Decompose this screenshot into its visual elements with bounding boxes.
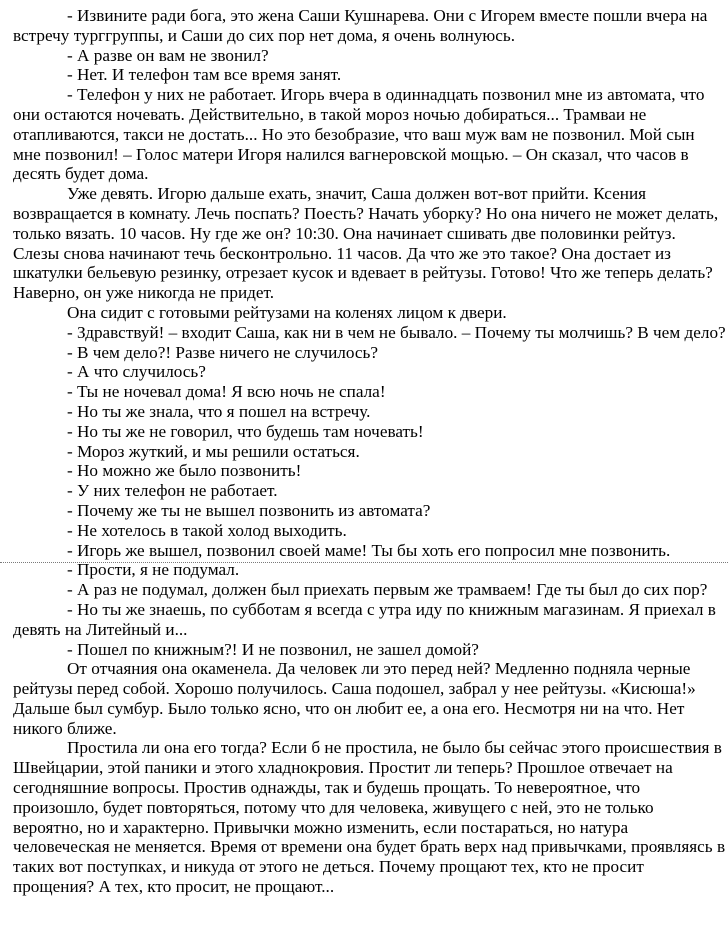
paragraph: - Нет. И телефон там все время занят. bbox=[67, 65, 342, 85]
paragraph: - Мороз жуткий, и мы решили остаться. bbox=[67, 441, 360, 461]
paragraph: Она сидит с готовыми рейтузами на коленях лицом к двери. bbox=[67, 302, 507, 322]
document-page bbox=[13, 6, 726, 897]
paragraph: - А разве он вам не звонил? bbox=[67, 45, 269, 65]
paragraph: - Почему же ты не вышел позвонить из автомата? bbox=[67, 500, 431, 520]
paragraph: Простила ли она его тогда? Если б не простила, не было бы сейчас этого происшествия в Швейцарии, этой паники и этого хладнокровия. Простит ли теперь? Прошлое отвечает на сегодняшние вопросы. Простив однажды, так и будешь прощать. То невероятное, что произошло, будет повторяться, потому что для человека, живущего с ней, это не только вероятно, но и характерно. Привычки можно изменить, если постараться, но натура человеческая не меняется. Время от времени она будет брать верх над привычками, проявляясь в таких вот поступках, и никуда от этого не деться. Почему прощают тех, кто не просит прощения? А тех, кто просит, не прощают... bbox=[13, 738, 726, 897]
paragraph: Уже девять. Игорю дальше ехать, значит, Саша должен вот-вот прийти. Ксения возвращается в комнату. Лечь поспать? Поесть? Начать уборку? Но она ничего не может делать, только вязать. 10 часов. Ну где же он? 10:30. Она начинает сшивать две половинки рейтуз. Слезы снова начинают течь бесконтрольно. 11 часов. Да что же это такое? Она достает из шкатулки бельевую резинку, отрезает кусок и вдевает в рейтузы. Готово! Что же теперь делать? Наверно, он уже никогда не придет. bbox=[13, 184, 719, 303]
paragraph: - А что случилось? bbox=[67, 362, 206, 382]
paragraph: - Но ты же знаешь, по субботам я всегда с утра иду по книжным магазинам. Я приехал в девять на Литейный и... bbox=[13, 599, 716, 639]
paragraph: - Ты не ночевал дома! Я всю ночь не спала! bbox=[67, 382, 386, 402]
paragraph: - Извините ради бога, это жена Саши Кушнарева. Они с Игорем вместе пошли вчера на встречу турггруппы, и Саши до сих пор нет дома, я очень волнуюсь. bbox=[13, 6, 708, 45]
paragraph: - Телефон у них не работает. Игорь вчера в одиннадцать позвонил мне из автомата, что они остаются ночевать. Действительно, в такой мороз ночью добираться... Трамваи не отапливаются, такси не достать... Но это безобразие, что ваш муж вам не позвонил. Мой сын мне позвонил! – Голос матери Игоря налился вагнеровской мощью. – Он сказал, что часов в десять будет дома. bbox=[13, 85, 705, 184]
paragraph: - В чем дело?! Разве ничего не случилось? bbox=[67, 342, 378, 362]
paragraph: - Но можно же было позвонить! bbox=[67, 461, 302, 481]
paragraph: От отчаяния она окаменела. Да человек ли это перед ней? Медленно подняла черные рейтузы перед собой. Хорошо получилось. Саша подошел, забрал у нее рейтузы. «Кисюша!» Дальше был сумбур. Было только ясно, что он любит ее, а она его. Несмотря ни на что. Нет никого ближе. bbox=[13, 659, 696, 738]
paragraph: - Пошел по книжным?! И не позвонил, не зашел домой? bbox=[67, 639, 479, 659]
paragraph: - А раз не подумал, должен был приехать первым же трамваем! Где ты был до сих пор? bbox=[67, 580, 708, 600]
paragraph: - Игорь же вышел, позвонил своей маме! Ты бы хоть его попросил мне позвонить. bbox=[67, 540, 671, 560]
paragraph: - У них телефон не работает. bbox=[67, 481, 278, 501]
paragraph: - Здравствуй! – входит Саша, как ни в чем не бывало. – Почему ты молчишь? В чем дело? bbox=[67, 322, 726, 342]
paragraph: - Не хотелось в такой холод выходить. bbox=[67, 520, 347, 540]
paragraph: - Но ты же знала, что я пошел на встречу. bbox=[67, 401, 371, 421]
page-break-divider bbox=[0, 562, 728, 563]
paragraph: - Но ты же не говорил, что будешь там ночевать! bbox=[67, 421, 424, 441]
paragraph: - Прости, я не подумал. bbox=[67, 560, 240, 580]
